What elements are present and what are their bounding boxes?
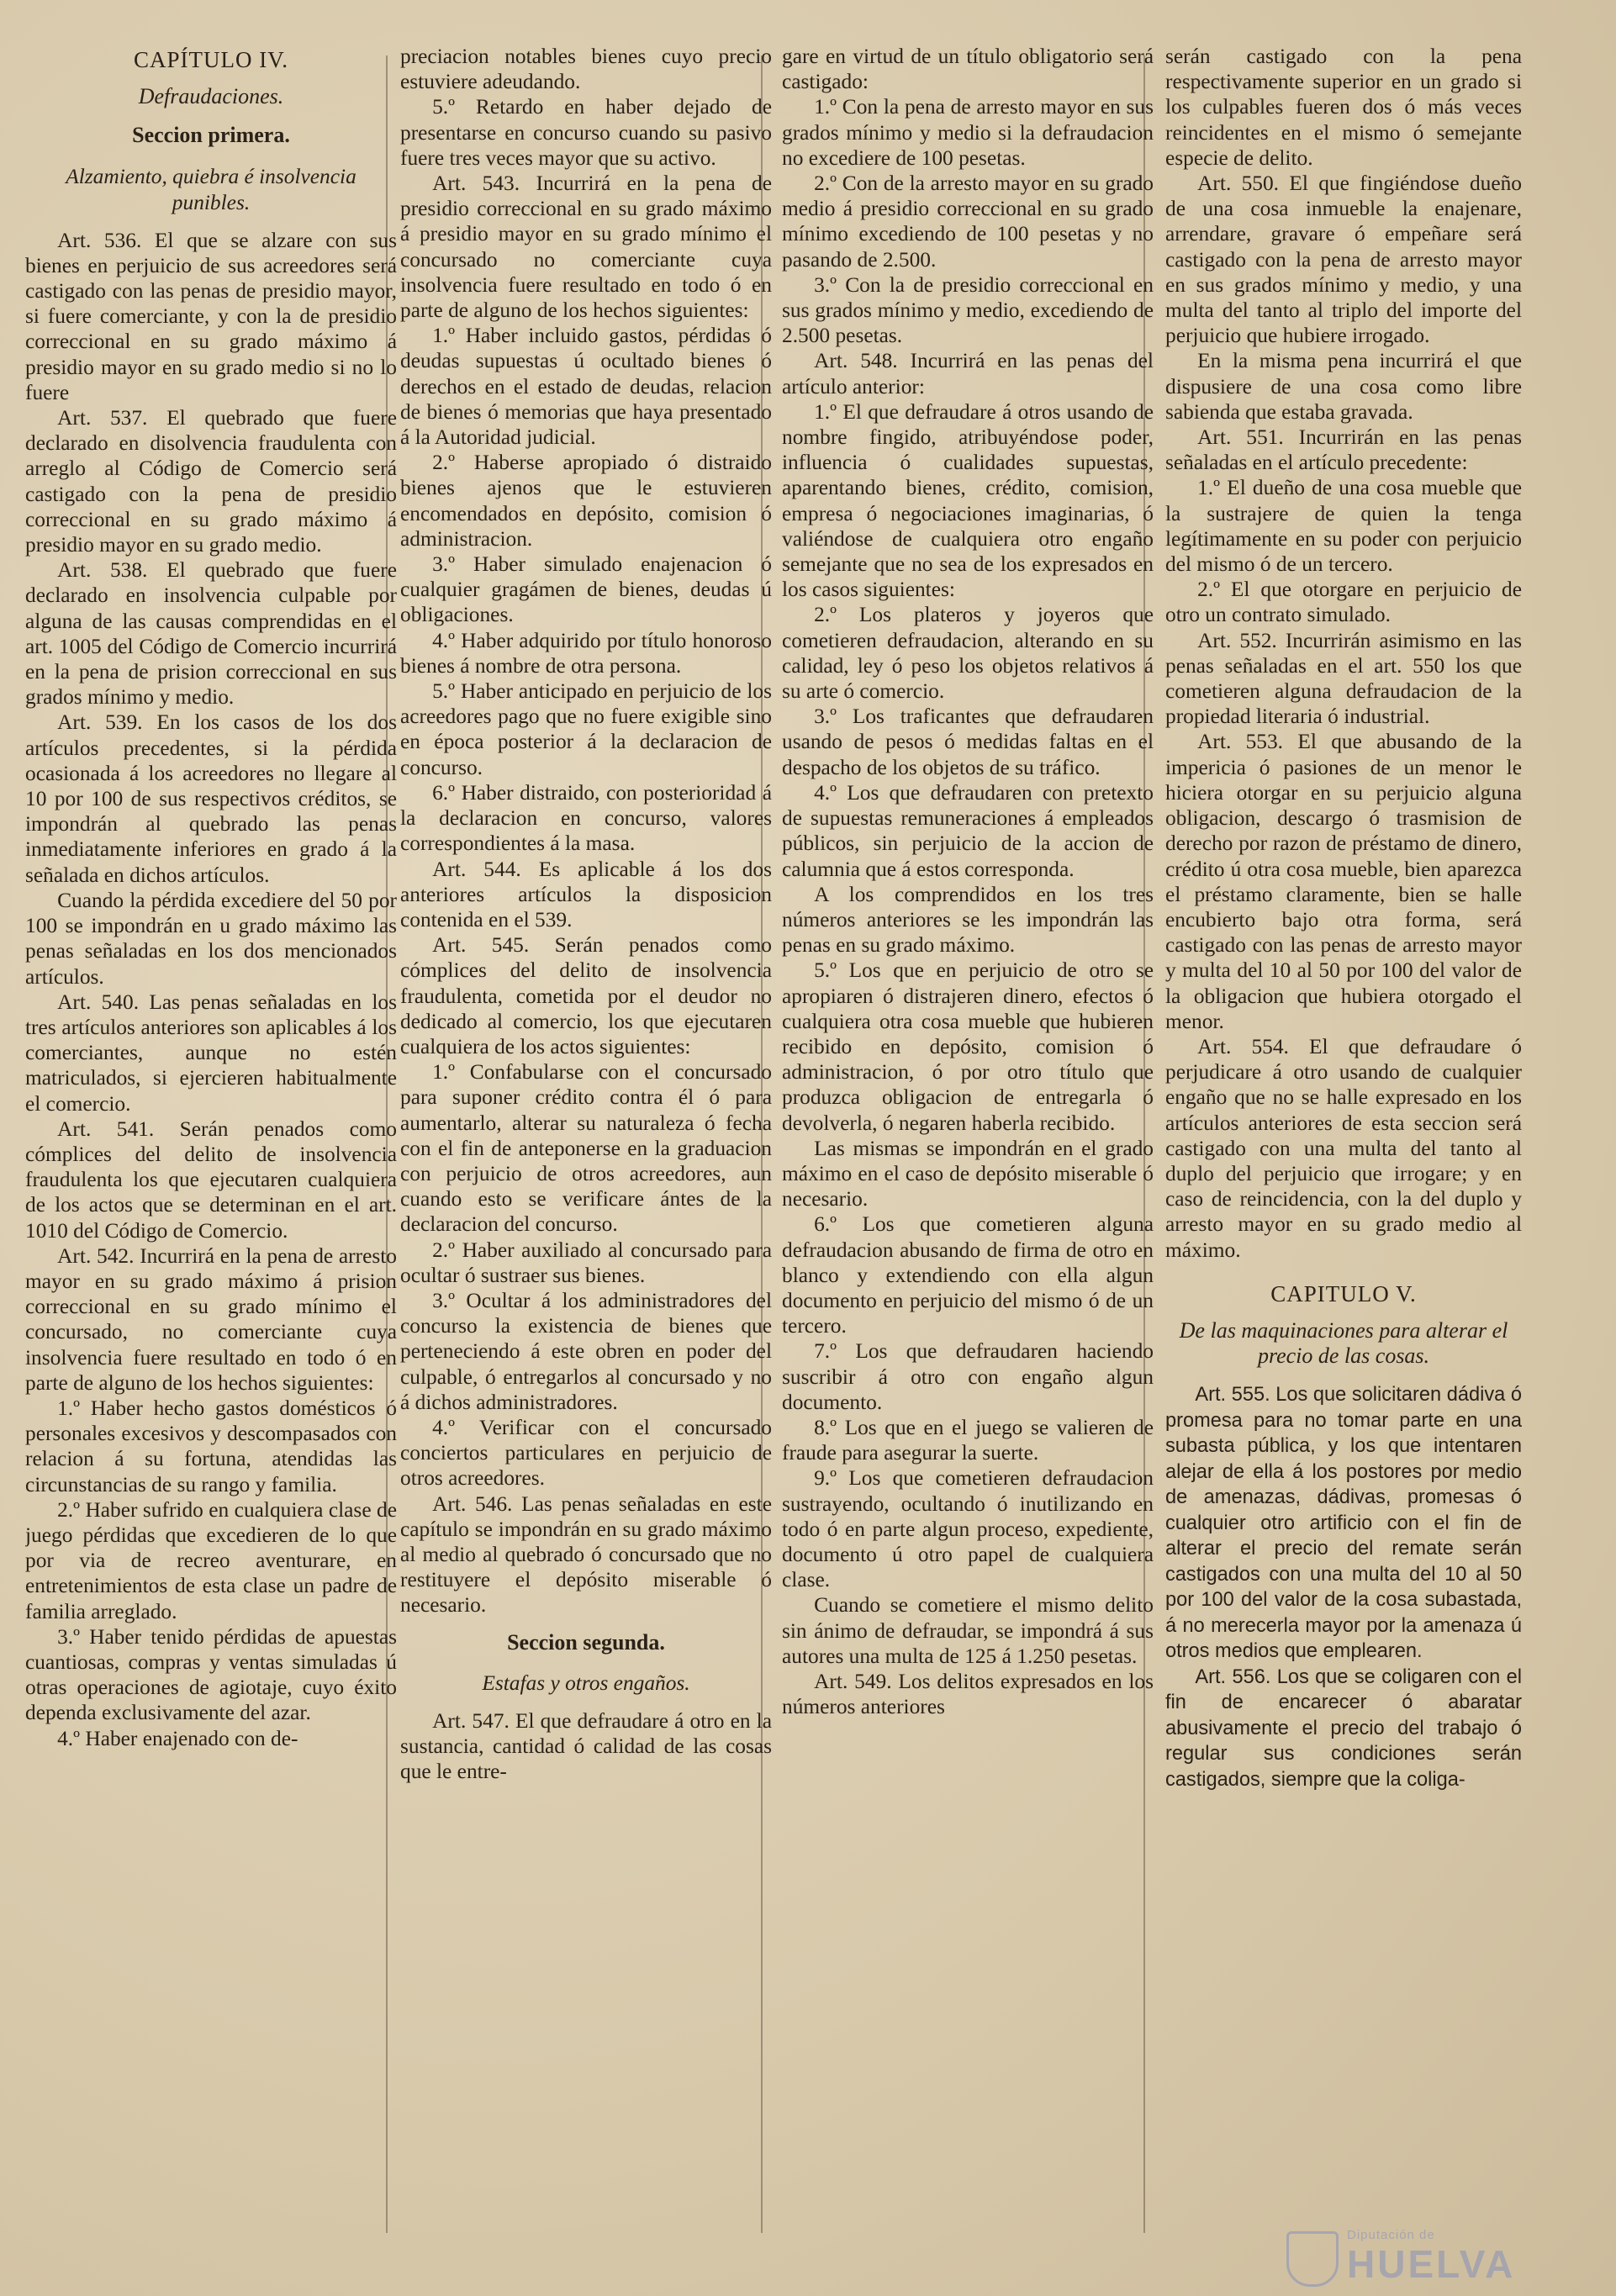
- paragraph: 6.º Los que cometieren alguna defraudacion abusando de firma de otro en blanco y extendiendo con ella algun documento en perjuicio del mismo ó de un tercero.: [782, 1212, 1154, 1338]
- paragraph-list: [782, 44, 1154, 1719]
- paragraph: Art. 539. En los casos de los dos artículos precedentes, si la pérdida ocasionada á los acreedores no llegare al 10 por 100 de sus respectivos créditos, se impondrán al quebrado las penas inmediatamente inferiores en grado á la señalada en dichos artículos.: [25, 710, 397, 887]
- paragraph: 1.º El dueño de una cosa mueble que la sustrajere de quien la tenga legítimamente en su poder con perjuicio del mismo ó de un tercero.: [1165, 476, 1522, 577]
- column-1: [25, 44, 397, 2280]
- chapter-title: Defraudaciones.: [138, 84, 284, 109]
- paragraph: Art. 556. Los que se coligaren con el fin de encarecer ó abaratar abusivamente el precio del trabajo ó regular sus condiciones serán castigados, siempre que la coliga-: [1165, 1665, 1522, 1791]
- paragraph: Art. 538. El quebrado que fuere declarado en insolvencia culpable por alguna de las causas comprendidas en el art. 1005 del Código de Comercio incurrirá en la pena de prision correccional en sus grados mínimo y medio.: [25, 558, 397, 710]
- seal-icon: [1286, 2231, 1339, 2287]
- column-2: [400, 44, 772, 2280]
- paragraph: 4.º Haber enajenado con de-: [57, 1726, 298, 1750]
- paragraph: 5.º Retardo en haber dejado de presentarse en concurso cuando su pasivo fuere tres veces mayor que su activo.: [400, 95, 772, 170]
- paragraph: Art. 546. Las penas señaladas en este capítulo se impondrán en su grado máximo al medio al quebrado ó concursado que no restituyere el depósito miserable ó necesario.: [400, 1491, 772, 1618]
- paragraph-list: [400, 1708, 772, 1785]
- column-4: [1165, 44, 1522, 2280]
- paragraph: Art. 552. Incurrirán asimismo en las penas señaladas en el art. 550 los que cometieren alguna defraudacion de la propiedad literaria ó industrial.: [1165, 628, 1522, 729]
- paragraph: Art. 544. Es aplicable á los dos anteriores artículos la disposicion contenida en el 539.: [400, 857, 772, 932]
- paragraph: 6.º Haber distraido, con posterioridad á la declaracion en concurso, valores correspondientes á la masa.: [400, 780, 772, 856]
- paragraph: 8.º Los que en el juego se valieren de fraude para asegurar la suerte.: [782, 1415, 1154, 1465]
- section-heading: Seccion segunda.: [507, 1629, 665, 1655]
- paragraph-list: [1165, 44, 1522, 1263]
- paragraph: Cuando la pérdida excediere del 50 por 100 se impondrán en u grado máximo las penas señaladas en los dos mencionados artículos.: [25, 888, 397, 989]
- paragraph: Art. 547. El que defraudare á otro en la sustancia, cantidad ó calidad de las cosas que le entre-: [400, 1708, 772, 1784]
- paragraph-list: [400, 44, 772, 1618]
- paragraph: 2.º Haber auxiliado al concursado para ocultar ó sustraer sus bienes.: [400, 1238, 772, 1287]
- paragraph: En la misma pena incurrirá el que dispusiere de una cosa como libre sabienda que estaba gravada.: [1165, 349, 1522, 424]
- paragraph: 2.º Los plateros y joyeros que cometieren defraudacion, alterando en su calidad, ley ó peso los objetos relativos á su arte ó comercio.: [782, 603, 1154, 704]
- chapter-heading: CAPÍTULO IV.: [133, 47, 288, 72]
- paragraph-list: [1165, 1382, 1522, 1792]
- paragraph: 4.º Haber adquirido por título honoroso bienes á nombre de otra persona.: [400, 628, 772, 678]
- paragraph: 9.º Los que cometieren defraudacion sustrayendo, ocultando ó inutilizando en todo ó en parte algun proceso, expediente, documento ú otro papel de cualquiera clase.: [782, 1466, 1154, 1592]
- paragraph: Las mismas se impondrán en el grado máximo en el caso de depósito miserable ó necesario.: [782, 1136, 1154, 1211]
- paragraph: Art. 537. El quebrado que fuere declarado en disolvencia fraudulenta con arreglo al Código de Comercio será castigado con la pena de presidio correccional en su grado máximo á presidio mayor en su grado medio.: [25, 406, 397, 557]
- paragraph: Art. 549. Los delitos expresados en los números anteriores: [782, 1670, 1154, 1719]
- paragraph: preciacion notables bienes cuyo precio estuviere adeudando.: [400, 45, 772, 94]
- paragraph: 1.º Haber hecho gastos domésticos ó personales excesivos y descompasados con relacion á su fortuna, atendidas las circunstancias de su rango y familia.: [25, 1396, 397, 1496]
- paragraph: 1.º Confabularse con el concursado para suponer crédito contra él ó para aumentarlo, alterar su naturaleza ó fecha con el fin de anteponerse en la graduacion con perjuicio de otros acreedores, aun cuando esto se verificare ántes de la declaracion del concurso.: [400, 1060, 772, 1237]
- paragraph-list: [25, 228, 397, 1751]
- paragraph: Art. 553. El que abusando de la impericia ó pasiones de un menor le hiciera otorgar en su perjuicio alguna obligacion, descargo ó trasmision de derecho por razon de préstamo de dinero, crédito ú otra cosa mueble, bien aparezca el préstamo claramente, bien se halle encubierto bajo otra forma, será castigado con las penas de arresto mayor y multa del 10 al 50 por 100 del valor de la obligacion que hubiera otorgado el menor.: [1165, 730, 1522, 1033]
- paragraph: Art. 543. Incurrirá en la pena de presidio correccional en su grado máximo á presidio mayor en su grado mínimo el concursado no comerciante cuya insolvencia fuere resultado en todo ó en parte de alguno de los hechos siguientes:: [400, 172, 772, 323]
- stamp-big-text: HUELVA: [1347, 2242, 1516, 2286]
- chapter-title: De las maquinaciones para alterar el precio de las cosas.: [1179, 1317, 1508, 1369]
- paragraph: 2.º Con de la arresto mayor en su grado medio á presidio correccional en su grado mínimo excediendo de 100 pesetas y no pasando de 2.500.: [782, 172, 1154, 272]
- paragraph: A los comprendidos en los tres números anteriores se les impondrán las penas en su grado máximo.: [782, 882, 1154, 958]
- paragraph: Art. 548. Incurrirá en las penas del artículo anterior:: [782, 349, 1154, 399]
- paragraph: Art. 545. Serán penados como cómplices del delito de insolvencia fraudulenta, cometida por el deudor no dedicado al comercio, los que ejecutaren cualquiera de los actos siguientes:: [400, 933, 772, 1058]
- paragraph: Art. 551. Incurrirán en las penas señaladas en el artículo precedente:: [1165, 425, 1522, 475]
- paragraph: 5.º Los que en perjuicio de otro se apropiaren ó distrajeren dinero, efectos ó cualquiera otra cosa mueble que hubieren recibido en depósito, comision ó administracion, ó por otro título que produzca obligacion de entregarla ó devolverla, ó negaren haberla recibido.: [782, 958, 1154, 1135]
- paragraph: Art. 554. El que defraudare ó perjudicare á otro usando de cualquier engaño que no se halle expresado en los artículos anteriores de esta seccion será castigado con una multa del tanto al duplo del perjuicio que irrogare; y en caso de reincidencia, con la del duplo y arresto mayor en su grado medio al máximo.: [1165, 1034, 1522, 1262]
- paragraph: 4.º Los que defraudaren con pretexto de supuestas remuneraciones á empleados públicos, sin perjuicio de la accion de calumnia que á estos corresponda.: [782, 780, 1154, 881]
- paragraph: 5.º Haber anticipado en perjuicio de los acreedores pago que no fuere exigible sino en época posterior á la declaracion de concurso.: [400, 679, 772, 779]
- paragraph: 2.º Haberse apropiado ó distraido bienes ajenos que le estuvieren encomendados en depósito, comision ó administracion.: [400, 451, 772, 551]
- paragraph: Art. 541. Serán penados como cómplices del delito de insolvencia fraudulenta los que ejecutaren cualquiera de los actos que se determinan en el art. 1010 del Código de Comercio.: [25, 1116, 397, 1243]
- stamp-small-text: Diputación de: [1347, 2228, 1435, 2242]
- paragraph: Art. 542. Incurrirá en la pena de arresto mayor en su grado máximo á prision correccional en su grado mínimo el concursado, no comerciante cuya insolvencia fuere resultado en todo ó en parte de alguno de los hechos siguientes:: [25, 1243, 397, 1395]
- paragraph: 1.º Haber incluido gastos, pérdidas ó deudas supuestas ú ocultado bienes ó derechos en el estado de deudas, relacion de bienes ó memorias que haya presentado á la Autoridad judicial.: [400, 324, 772, 450]
- paragraph: 4.º Verificar con el concursado conciertos particulares en perjuicio de otros acreedores.: [400, 1415, 772, 1491]
- archive-stamp: [1286, 2228, 1598, 2287]
- chapter-heading: CAPITULO V.: [1270, 1280, 1417, 1306]
- paragraph: 3.º Haber tenido pérdidas de apuestas cuantiosas, compras y ventas simuladas ú otras operaciones de agiotaje, cuyo éxito dependa exclusivamente del azar.: [25, 1624, 397, 1725]
- paragraph: 2.º El que otorgare en perjuicio de otro un contrato simulado.: [1165, 578, 1522, 627]
- paragraph: 3.º Ocultar á los administradores del concurso la existencia de bienes que perteneciendo á este obren en poder del culpable, ó entregarlos al concursado y no á dichos administradores.: [400, 1288, 772, 1414]
- paragraph: 3.º Haber simulado enajenacion ó cualquier gragámen de bienes, deudas ú obligaciones.: [400, 552, 772, 627]
- paragraph: 3.º Los traficantes que defraudaren usando de pesos ó medidas faltas en el despacho de los objetos de su tráfico.: [782, 705, 1154, 779]
- paragraph: Art. 555. Los que solicitaren dádiva ó promesa para no tomar parte en una subasta pública, y los que intentaren alejar de ella á los postores por medio de amenazas, dádivas, promesas ó cualquier otro artificio con el fin de alterar el precio del remate serán castigados con una multa del 10 al 50 por 100 del valor de la cosa subastada, á no merecerla mayor por la amenaza ú otros medios que emplearen.: [1165, 1384, 1522, 1663]
- paragraph: 7.º Los que defraudaren haciendo suscribir á otro con engaño algun documento.: [782, 1339, 1154, 1414]
- paragraph: 3.º Con la de presidio correccional en sus grados mínimo y medio, excediendo de 2.500 pesetas.: [782, 272, 1154, 348]
- section-heading: Seccion primera.: [132, 123, 290, 148]
- column-3: [782, 44, 1154, 2280]
- paragraph: Art. 550. El que fingiéndose dueño de una cosa inmueble la enajenare, arrendare, gravare ó empeñare será castigado con la pena de arresto mayor en sus grados mínimo y medio, y una multa del tanto al triplo del importe del perjuicio que hubiere irrogado.: [1165, 172, 1522, 348]
- paragraph: 1.º Con la pena de arresto mayor en sus grados mínimo y medio si la defraudacion no excediere de 100 pesetas.: [782, 95, 1154, 170]
- paragraph: gare en virtud de un título obligatorio será castigado:: [782, 45, 1154, 94]
- section-title: Estafas y otros engaños.: [482, 1671, 690, 1695]
- paragraph: serán castigado con la pena respectivamente superior en un grado si los culpables fueren dos ó más veces reincidentes en el mismo ó semejante especie de delito.: [1165, 45, 1522, 170]
- paragraph: 2.º Haber sufrido en cualquiera clase de juego pérdidas que excedieren de lo que por via de recreo aventurare, en entretenimientos de esta clase un padre de familia arreglado.: [25, 1497, 397, 1623]
- paragraph: 1.º El que defraudare á otros usando de nombre fingido, atribuyéndose poder, influencia ó cualidades supuestas, aparentando bienes, crédito, comision, empresa ó negociaciones imaginarias, ó valiéndose de cualquiera otro engaño semejante que no sea de los expresados en los casos siguientes:: [782, 399, 1154, 602]
- paragraph: Art. 536. El que se alzare con sus bienes en perjuicio de sus acreedores será castigado con las penas de presidio mayor, si fuere comerciante, y con la de presidio correccional en su grado máximo á presidio mayor en su grado medio si no lo fuere: [25, 228, 397, 404]
- section-title: Alzamiento, quiebra é insolvencia punibles.: [66, 164, 356, 214]
- paragraph: Art. 540. Las penas señaladas en los tres artículos anteriores son aplicables á los comerciantes, aunque no estén matriculados, si ejercieren habitualmente el comercio.: [25, 990, 397, 1116]
- paragraph: Cuando se cometiere el mismo delito sin ánimo de defraudar, se impondrá á sus autores una multa de 125 á 1.250 pesetas.: [782, 1593, 1154, 1668]
